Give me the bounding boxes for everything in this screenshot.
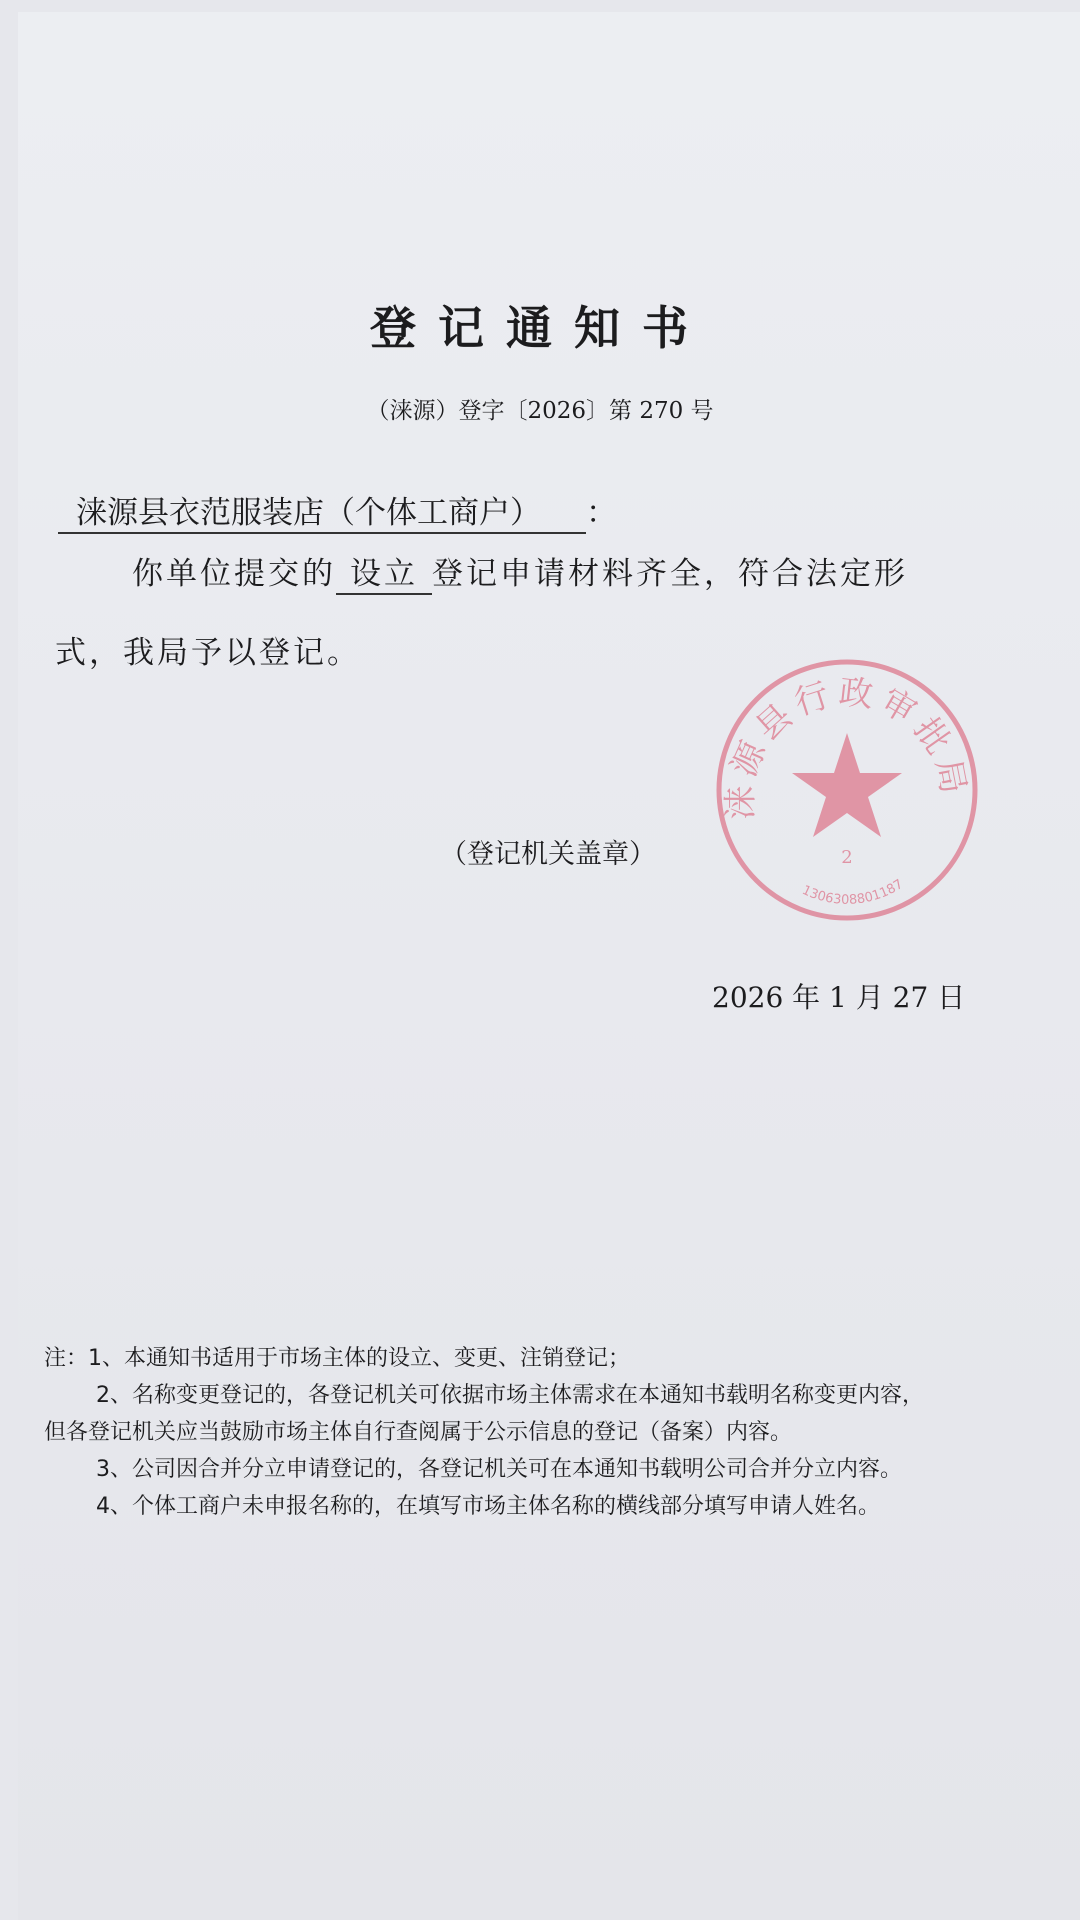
body-prefix: 你单位提交的	[132, 556, 336, 592]
body-line-2: 式，我局予以登记。	[55, 635, 361, 671]
note-4: 4、个体工商户未申报名称的，在填写市场主体名称的横线部分填写申请人姓名。	[96, 1494, 880, 1519]
document-number: （涞源）登字〔2026〕第 270 号	[366, 398, 714, 424]
notes-section	[44, 1340, 1054, 1525]
note-2: 2、名称变更登记的，各登记机关可依据市场主体需求在本通知书载明名称变更内容，	[96, 1383, 924, 1408]
registration-type: 设立	[336, 548, 432, 595]
stamp-number: 2	[841, 847, 853, 868]
addressee-name: 涞源县衣范服装店（个体工商户）	[58, 487, 586, 534]
note-3: 3、公司因合并分立申请登记的，各登记机关可在本通知书载明公司合并分立内容。	[96, 1457, 902, 1482]
body-line-1	[132, 548, 908, 595]
star-icon	[792, 733, 902, 837]
body-suffix: 登记申请材料齐全，符合法定形	[432, 556, 908, 592]
issue-date: 2026 年 1 月 27 日	[712, 981, 966, 1014]
official-seal-stamp	[712, 655, 982, 925]
note-2-continued: 但各登记机关应当鼓励市场主体自行查阅属于公示信息的登记（备案）内容。	[44, 1420, 793, 1445]
seal-label: （登记机关盖章）	[440, 839, 656, 870]
stamp-code: 1306308801187	[799, 876, 906, 908]
stamp-org-text: 涞源县行政审批局	[720, 672, 975, 820]
document-title: 登记通知书	[370, 301, 710, 355]
addressee-line	[58, 487, 617, 534]
addressee-colon: ：	[586, 495, 617, 531]
note-1: 注：1、本通知书适用于市场主体的设立、变更、注销登记；	[44, 1346, 630, 1371]
